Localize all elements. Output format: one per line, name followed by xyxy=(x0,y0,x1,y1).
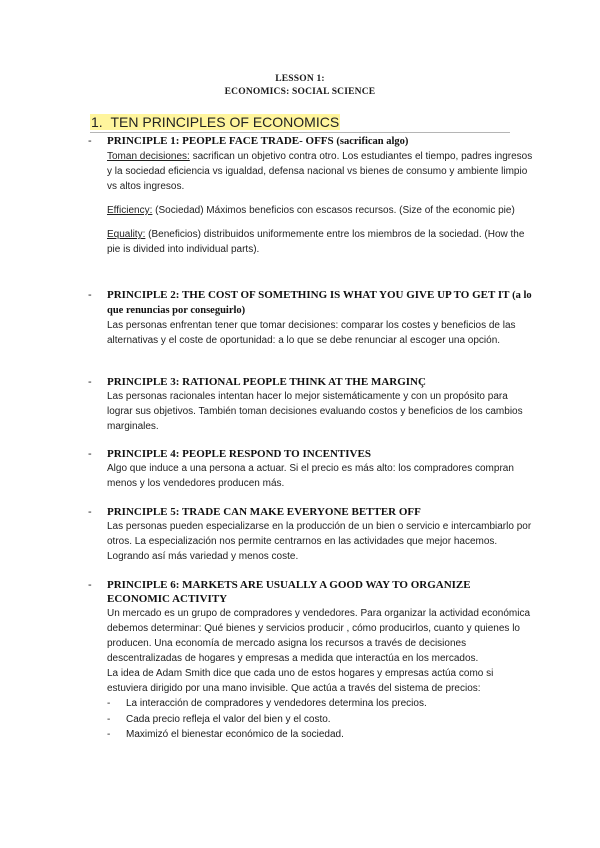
section-number: 1. xyxy=(91,114,103,130)
principle-title-note: (sacrifican algo) xyxy=(336,136,409,147)
lesson-subject: ECONOMICS: SOCIAL SCIENCE xyxy=(224,87,376,97)
principle-body xyxy=(107,389,533,434)
bullet-dash: - xyxy=(88,506,92,518)
principle-3 xyxy=(88,375,533,434)
principle-body xyxy=(107,519,533,564)
section-heading xyxy=(90,113,510,133)
principle-title xyxy=(107,134,533,149)
list-item xyxy=(107,712,533,728)
paragraph: Las personas pueden especializarse en la producción de un bien o servicio e intercambiarlo por otros. La especialización nos permite centrarnos en las actividades que mejor hacemos. Logrando así más variedad y menos coste. xyxy=(107,521,532,562)
paragraph-decisions xyxy=(107,149,533,194)
term-text: (Beneficios) distribuidos uniformemente entre los miembros de la sociedad. (How the pie is divided into individual parts). xyxy=(107,229,525,255)
paragraph: Las personas enfrentan tener que tomar decisiones: comparar los costes y beneficios de las alternativas y el coste de oportunidad: a lo que se debe renunciar al escoger una opción. xyxy=(107,320,516,346)
principle-1 xyxy=(88,134,533,257)
principle-title: PRINCIPLE 5: TRADE CAN MAKE EVERYONE BETTER OFF xyxy=(107,506,421,518)
principle-5 xyxy=(88,505,533,564)
term-text: sacrifican un objetivo contra otro. Los estudiantes el tiempo, padres ingresos y la sociedad eficiencia vs igualdad, defensa nacional vs bienes de consumo y ambiente limpio vs altos ingresos. xyxy=(107,151,533,192)
term-label: Equality: xyxy=(107,229,146,240)
bullet-dash: - xyxy=(88,579,92,591)
sub-bullet-list xyxy=(88,696,533,743)
paragraph: Las personas racionales intentan hacer lo mejor sistemáticamente y con un propósito para lograr sus objetivos. También toman decisiones evaluando costos y beneficios de los cambios marginales. xyxy=(107,391,523,432)
principle-6 xyxy=(88,578,533,743)
principle-4 xyxy=(88,447,533,491)
section-title-text: TEN PRINCIPLES OF ECONOMICS xyxy=(110,114,340,130)
bullet-dash: - xyxy=(107,713,111,725)
paragraph-efficiency xyxy=(107,203,533,218)
principle-body xyxy=(107,461,533,491)
bullet-dash: - xyxy=(88,448,92,460)
principle-body xyxy=(107,149,533,257)
principle-title xyxy=(107,288,533,318)
principle-body xyxy=(107,318,533,348)
bullet-dash: - xyxy=(88,376,92,388)
paragraph-adam-smith: La idea de Adam Smith dice que cada uno de estos hogares y empresas actúa como si estuviera dirigido por una mano invisible. Que actúa a través del sistema de precios: xyxy=(107,668,494,694)
term-label: Efficiency: xyxy=(107,205,153,216)
principle-title: PRINCIPLE 3: RATIONAL PEOPLE THINK AT THE MARGINÇ xyxy=(107,376,426,388)
principle-title-text: PRINCIPLE 2: THE COST OF SOMETHING IS WHAT YOU GIVE UP TO GET IT xyxy=(107,289,510,301)
paragraph-equality xyxy=(107,227,533,257)
term-text: (Sociedad) Máximos beneficios con escasos recursos. (Size of the economic pie) xyxy=(152,205,515,216)
list-item xyxy=(107,727,533,743)
list-item-text: Maximizó el bienestar económico de la sociedad. xyxy=(126,729,344,740)
principle-title: PRINCIPLE 4: PEOPLE RESPOND TO INCENTIVES xyxy=(107,448,371,460)
principle-title-note: (a lo que renuncias por conseguirlo) xyxy=(107,290,532,316)
paragraph: Algo que induce a una persona a actuar. Si el precio es más alto: los compradores compran menos y los vendedores producen más. xyxy=(107,463,514,489)
principle-2 xyxy=(88,288,533,348)
list-item-text: La interacción de compradores y vendedores determina los precios. xyxy=(126,698,427,709)
paragraph: Un mercado es un grupo de compradores y vendedores. Para organizar la actividad económica debemos determinar: Qué bienes y servicios producir , cómo producirlos, cuanto y quienes lo producen. Una economía de mercado asigna los recursos a través de decisiones descentralizadas de hogares y empresas a medida que interactúa en los mercados. xyxy=(107,608,531,664)
principle-title: PRINCIPLE 6: MARKETS ARE USUALLY A GOOD WAY TO ORGANIZE ECONOMIC ACTIVITY xyxy=(107,579,471,605)
principle-body xyxy=(107,606,533,696)
bullet-dash: - xyxy=(88,135,92,147)
page-header xyxy=(0,73,600,99)
list-item-text: Cada precio refleja el valor del bien y el costo. xyxy=(126,713,331,725)
list-item xyxy=(107,696,533,712)
bullet-dash: - xyxy=(88,289,92,301)
bullet-dash: - xyxy=(107,729,111,740)
bullet-dash: - xyxy=(107,698,111,709)
lesson-label: LESSON 1: xyxy=(275,74,325,84)
term-label: Toman decisiones: xyxy=(107,151,190,162)
principle-title-text: PRINCIPLE 1: PEOPLE FACE TRADE- OFFS xyxy=(107,135,334,147)
